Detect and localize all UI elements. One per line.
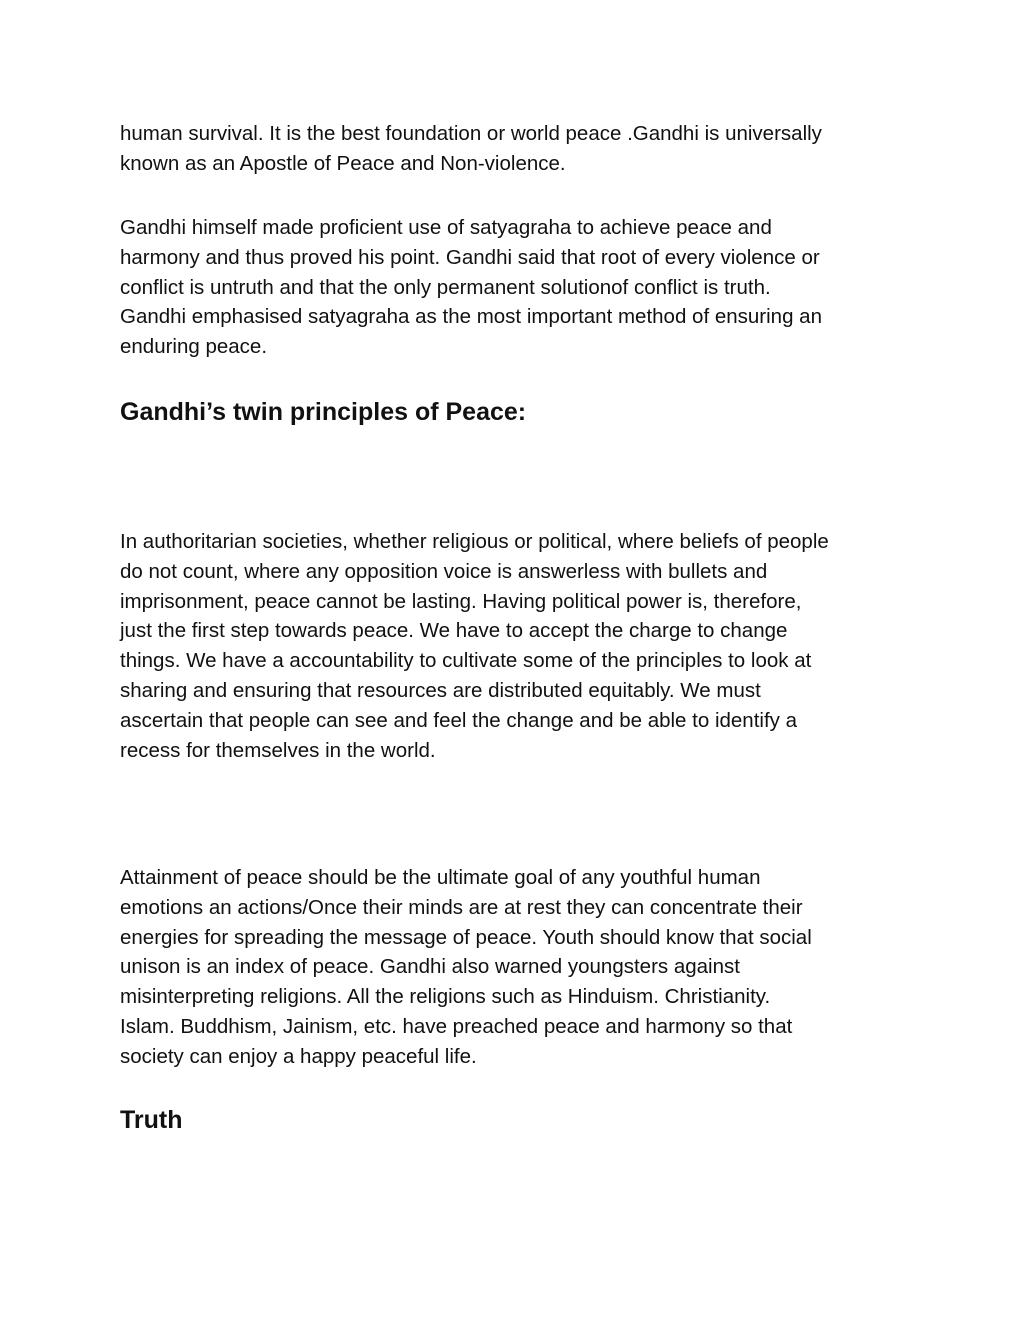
paragraph-satyagraha: Gandhi himself made proficient use of satyagraha to achieve peace and harmony and thus proved his point. Gandhi said that root of every violence or conflict is untruth and that the only permanent solutionof conflict is truth. Gandhi emphasised satyagraha as the most important method of ensuring an enduring peace. <box>120 216 822 359</box>
paragraph-authoritarian-societies: In authoritarian societies, whether religious or political, where beliefs of people do not count, where any opposition voice is answerless with bullets and imprisonment, peace cannot be lasting. Having political power is, therefore, just the first step towards peace. We have to accept the charge to change things. We have a accountability to cultivate some of the principles to look at sharing and ensuring that resources are distributed equitably. We must ascertain that people can see and feel the change and be able to identify a recess for themselves in the world. <box>120 530 829 762</box>
heading-truth: Truth <box>120 1106 183 1134</box>
paragraph-attainment-of-peace: Attainment of peace should be the ultimate goal of any youthful human emotions an actions/Once their minds are at rest they can concentrate their energies for spreading the message of peace. Youth should know that social unison is an index of peace. Gandhi also warned youngsters against misinterpreting religions. All the religions such as Hinduism. Christianity. Islam. Buddhism, Jainism, etc. have preached peace and harmony so that society can enjoy a happy peaceful life. <box>120 866 812 1068</box>
heading-twin-principles: Gandhi’s twin principles of Peace: <box>120 398 527 426</box>
paragraph-intro: human survival. It is the best foundation or world peace .Gandhi is universally known as an Apostle of Peace and Non-violence. <box>120 122 822 175</box>
